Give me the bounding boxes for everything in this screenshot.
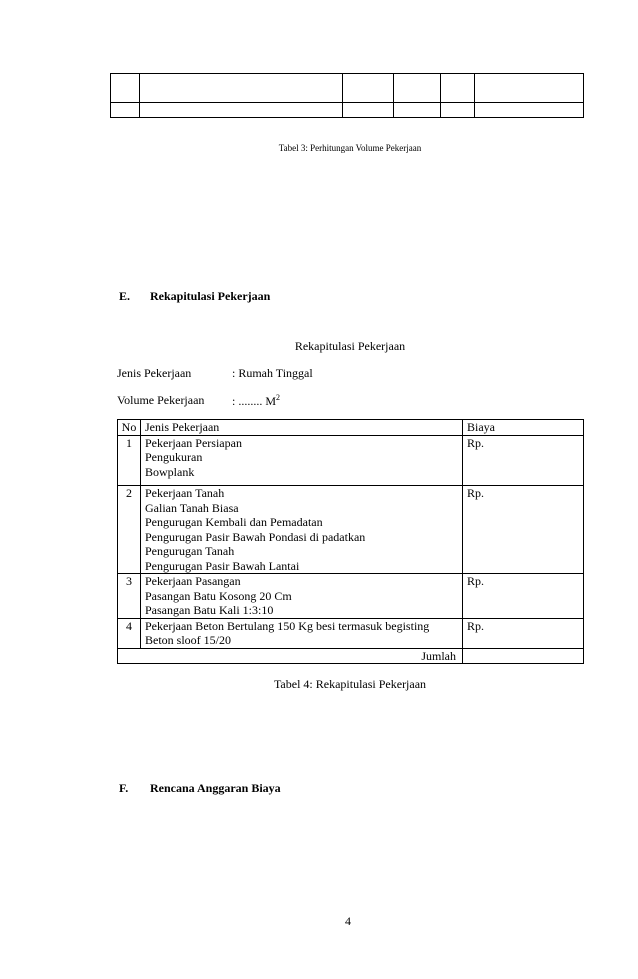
row-line: Pengukuran xyxy=(145,450,203,464)
row-jenis xyxy=(141,435,463,486)
row-line: Pengurugan Tanah xyxy=(145,544,235,558)
table-total-row xyxy=(118,648,584,664)
total-biaya xyxy=(463,648,584,664)
total-label: Jumlah xyxy=(118,648,463,664)
table4-caption: Tabel 4: Rekapitulasi Pekerjaan xyxy=(273,677,427,691)
volume-table-fragment xyxy=(110,73,584,118)
row-no: 4 xyxy=(118,618,141,648)
table-cell xyxy=(343,103,394,118)
row-no: 3 xyxy=(118,574,141,619)
row-line: Pekerjaan Persiapan xyxy=(145,435,242,450)
table-cell xyxy=(394,103,441,118)
section-e-title: Rekapitulasi Pekerjaan xyxy=(150,289,271,303)
header-jenis: Jenis Pekerjaan xyxy=(141,420,463,436)
volume-unit-exponent: 2 xyxy=(276,393,281,402)
row-line: Galian Tanah Biasa xyxy=(145,500,239,515)
row-line: Pasangan Batu Kali 1:3:10 xyxy=(145,603,274,617)
row-line: Pasangan Batu Kosong 20 Cm xyxy=(145,588,292,603)
table-cell xyxy=(111,74,140,103)
table-cell xyxy=(394,74,441,103)
row-jenis xyxy=(141,486,463,574)
page-number: 4 xyxy=(345,914,351,928)
row-line: Pekerjaan Tanah xyxy=(145,486,225,500)
table-cell xyxy=(475,103,584,118)
table-row xyxy=(118,574,584,619)
row-biaya: Rp. xyxy=(463,435,584,486)
table-cell xyxy=(475,74,584,103)
volume-value xyxy=(232,393,280,409)
row-line: Bowplank xyxy=(145,464,195,479)
table-header-row xyxy=(118,420,584,436)
header-no: No xyxy=(118,420,141,436)
row-line: Pekerjaan Beton Bertulang 150 Kg besi termasuk begisting xyxy=(145,618,430,633)
table-cell xyxy=(343,74,394,103)
jenis-value: : Rumah Tinggal xyxy=(232,366,313,380)
row-biaya: Rp. xyxy=(463,618,584,648)
section-f-title: Rencana Anggaran Biaya xyxy=(150,781,281,795)
section-e-heading xyxy=(0,289,638,305)
header-biaya: Biaya xyxy=(463,420,584,436)
table-row xyxy=(118,618,584,648)
row-jenis xyxy=(141,574,463,619)
volume-label: Volume Pekerjaan xyxy=(117,393,205,407)
row-line: Pengurugan Kembali dan Pemadatan xyxy=(145,515,323,529)
table-row xyxy=(118,486,584,574)
table-cell xyxy=(140,74,343,103)
row-line: Pengurugan Pasir Bawah Pondasi di padatkan xyxy=(145,529,366,544)
table-row xyxy=(118,435,584,486)
table-cell xyxy=(441,74,475,103)
row-line: Pengurugan Pasir Bawah Lantai xyxy=(145,558,300,573)
section-e-letter: E. xyxy=(119,289,131,303)
section-f-heading xyxy=(0,781,638,797)
section-f-letter: F. xyxy=(119,781,129,795)
rekap-title: Rekapitulasi Pekerjaan xyxy=(294,339,406,353)
jenis-label: Jenis Pekerjaan xyxy=(117,366,192,380)
row-biaya: Rp. xyxy=(463,486,584,574)
row-no: 1 xyxy=(118,435,141,486)
row-jenis xyxy=(141,618,463,648)
row-no: 2 xyxy=(118,486,141,574)
table-cell xyxy=(111,103,140,118)
row-biaya: Rp. xyxy=(463,574,584,619)
row-line: Beton sloof 15/20 xyxy=(145,633,231,647)
rekap-table xyxy=(117,419,584,664)
row-line: Pekerjaan Pasangan xyxy=(145,574,241,588)
table-cell xyxy=(441,103,475,118)
volume-value-text: : ........ M xyxy=(232,394,277,408)
table-cell xyxy=(140,103,343,118)
table3-caption: Tabel 3: Perhitungan Volume Pekerjaan xyxy=(278,143,422,153)
